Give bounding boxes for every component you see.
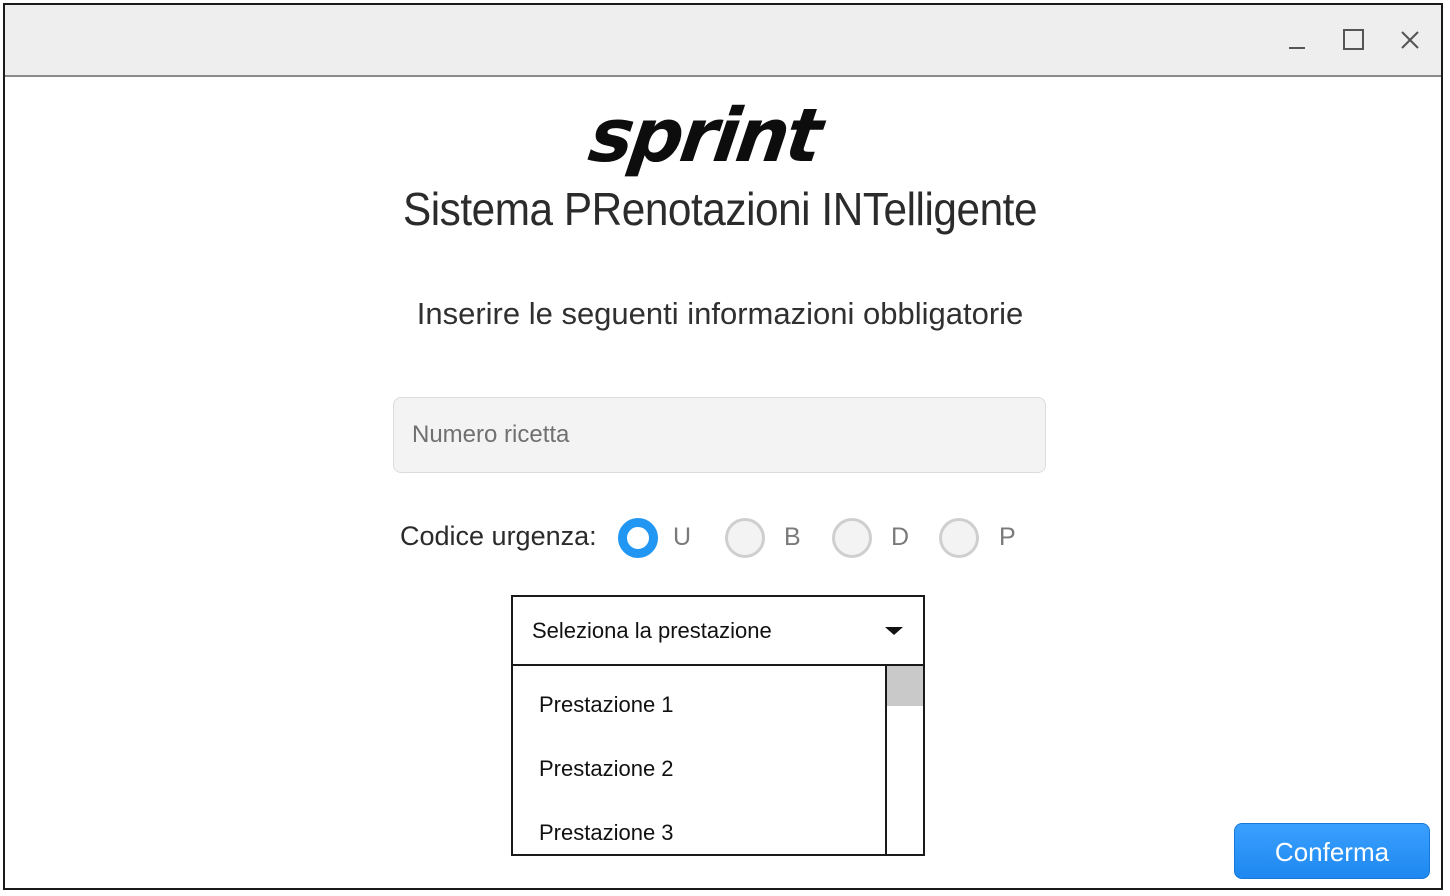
confirm-button[interactable]: Conferma xyxy=(1234,823,1430,879)
sprint-logo xyxy=(583,93,850,179)
minimize-icon xyxy=(1280,23,1314,57)
radio-unchecked-icon xyxy=(939,518,979,558)
urgency-option-label[interactable]: U xyxy=(673,523,692,551)
maximize-icon xyxy=(1337,23,1371,57)
maximize-button[interactable] xyxy=(1337,23,1371,57)
urgency-radio-p[interactable] xyxy=(939,518,979,558)
radio-unchecked-icon xyxy=(832,518,872,558)
service-select-value: Seleziona la prestazione xyxy=(532,618,772,643)
dropdown-option[interactable]: Prestazione 3 xyxy=(539,820,674,845)
chevron-down-icon xyxy=(883,625,905,637)
app-title: Sistema PRenotazioni INTelligente xyxy=(402,183,1038,235)
urgency-option-label[interactable]: P xyxy=(999,523,1016,551)
urgency-radio-u[interactable] xyxy=(618,518,658,558)
urgency-radio-b[interactable] xyxy=(725,518,765,558)
logo-text: sprint xyxy=(583,93,825,179)
form-instructions: Inserire le seguenti informazioni obbligatorie xyxy=(416,296,1024,331)
urgency-option-label[interactable]: D xyxy=(891,523,910,551)
service-select[interactable] xyxy=(511,595,925,666)
title-bar xyxy=(5,5,1441,77)
dropdown-option[interactable]: Prestazione 1 xyxy=(539,692,674,717)
minimize-button[interactable] xyxy=(1280,23,1314,57)
recipe-number-input[interactable] xyxy=(393,397,1046,473)
radio-unchecked-icon xyxy=(725,518,765,558)
urgency-code-group xyxy=(400,513,1100,563)
dropdown-options xyxy=(513,666,887,854)
scrollbar-thumb[interactable] xyxy=(887,666,923,706)
urgency-option-label[interactable]: B xyxy=(784,523,801,551)
close-button[interactable] xyxy=(1393,23,1427,57)
urgency-radio-d[interactable] xyxy=(832,518,872,558)
service-dropdown-list xyxy=(511,666,925,856)
dropdown-option[interactable]: Prestazione 2 xyxy=(539,756,674,781)
close-icon xyxy=(1393,23,1427,57)
dropdown-scrollbar[interactable] xyxy=(887,666,923,854)
radio-checked-icon xyxy=(618,518,658,558)
urgency-code-label: Codice urgenza: xyxy=(400,521,597,551)
